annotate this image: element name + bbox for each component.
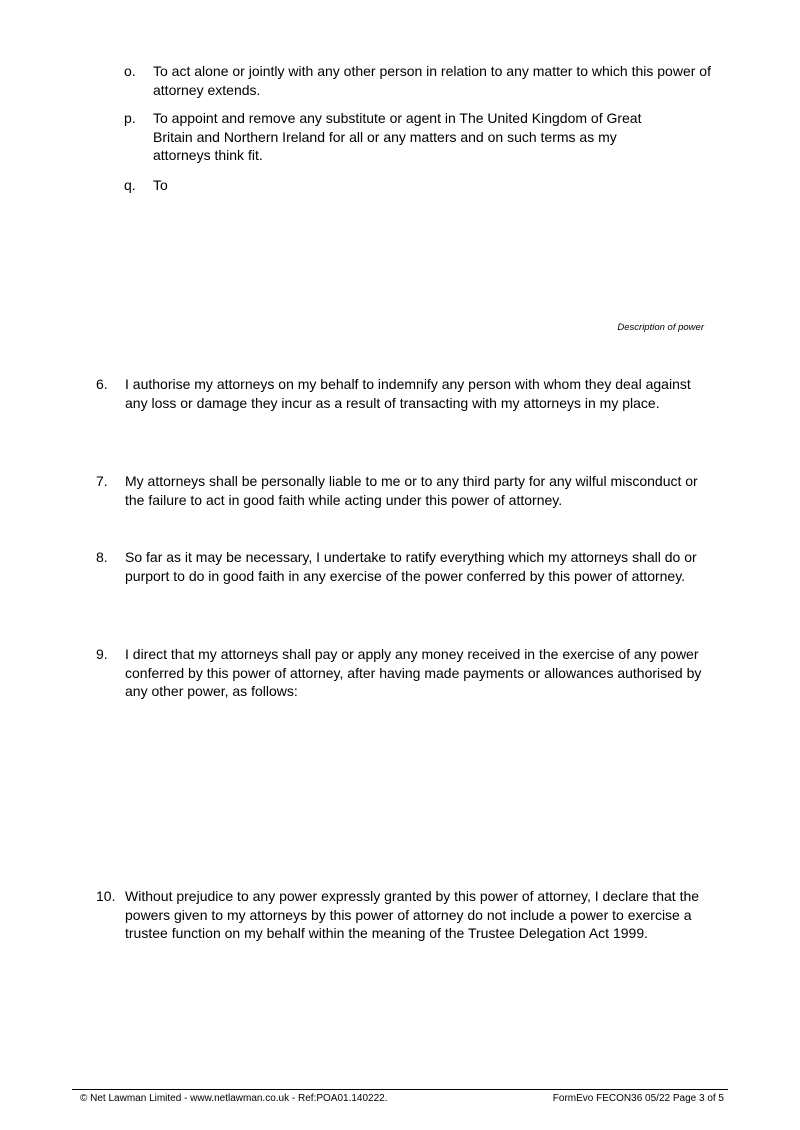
clause-text: My attorneys shall be personally liable to me or to any third party for any wilful misconduct or the failure to act in good faith while acting under this power of attorney. [125, 473, 698, 508]
list-item-text: To act alone or jointly with any other person in relation to any matter to which this power of attorney extends. [153, 63, 711, 98]
clause-7 [96, 472, 706, 509]
clause-text: Without prejudice to any power expressly granted by this power of attorney, I declare that the powers given to my attorneys by this power of attorney do not include a power to exercise a trustee function on my behalf within the meaning of the Trustee Delegation Act 1999. [125, 888, 700, 941]
list-item-o [124, 62, 724, 99]
description-of-power-caption: Description of power [617, 322, 704, 333]
footer-page-reference: FormEvo FECON36 05/22 Page 3 of 5 [552, 1093, 724, 1104]
footer-divider [72, 1089, 728, 1090]
clause-8 [96, 548, 706, 585]
list-item-marker: o. [124, 63, 136, 79]
list-item-text: To appoint and remove any substitute or agent in The United Kingdom of Great Britain and Northern Ireland for all or any matters and on such terms as my attorneys think fit. [153, 110, 642, 163]
clause-number: 10. [96, 888, 116, 904]
list-item-text: To [153, 177, 168, 193]
clause-6 [96, 375, 706, 412]
list-item-q [124, 176, 724, 195]
clause-number: 6. [96, 376, 108, 392]
clause-number: 7. [96, 473, 108, 489]
list-item-p [124, 109, 724, 165]
clause-text: I direct that my attorneys shall pay or apply any money received in the exercise of any power conferred by this power of attorney, after having made payments or allowances authorised by any other power, as follows: [125, 646, 702, 699]
list-item-marker: p. [124, 110, 136, 126]
clause-number: 8. [96, 549, 108, 565]
clause-9 [96, 645, 706, 701]
clause-text: So far as it may be necessary, I undertake to ratify everything which my attorneys shall do or purport to do in good faith in any exercise of the power conferred by this power of attorney. [125, 549, 697, 584]
clause-number: 9. [96, 646, 108, 662]
list-item-marker: q. [124, 177, 136, 193]
clause-10 [96, 887, 706, 943]
footer-copyright: © Net Lawman Limited - www.netlawman.co.uk - Ref:POA01.140222. [80, 1093, 388, 1104]
clause-text: I authorise my attorneys on my behalf to indemnify any person with whom they deal against any loss or damage they incur as a result of transacting with my attorneys in my place. [125, 376, 691, 411]
